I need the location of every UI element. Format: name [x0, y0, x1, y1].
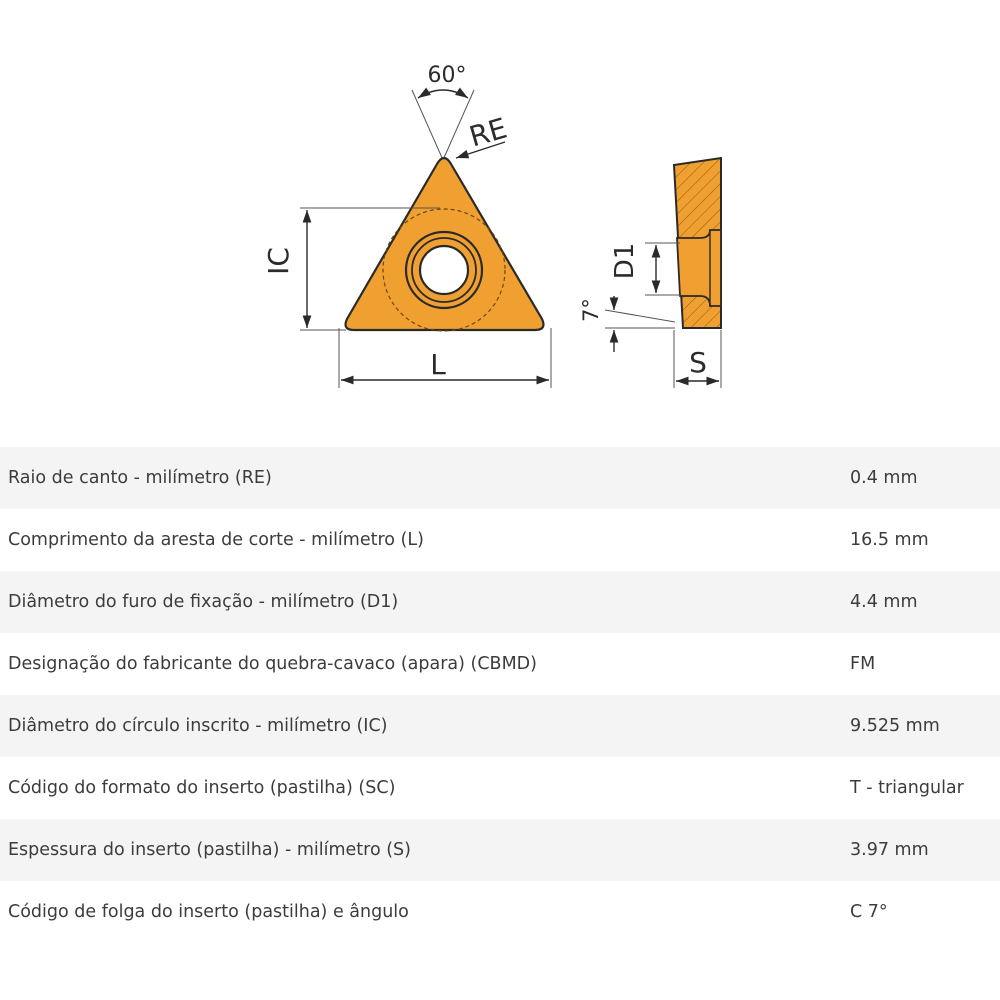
spec-name: Código de folga do inserto (pastilha) e ângulo — [8, 902, 409, 922]
spec-name: Código do formato do inserto (pastilha) (SC) — [8, 778, 396, 798]
triangle-top-view — [300, 90, 551, 388]
spec-value: 4.4 mm — [850, 571, 1000, 633]
spec-value: 16.5 mm — [850, 530, 929, 550]
spec-row-l — [0, 509, 1000, 571]
spec-row-sc — [0, 757, 1000, 819]
s-label: S — [689, 346, 707, 379]
clearance-angle-label: 7° — [579, 298, 603, 322]
angle-label: 60° — [427, 63, 467, 88]
spec-name: Comprimento da aresta de corte - milímetro (L) — [8, 530, 424, 550]
spec-value: 0.4 mm — [850, 447, 1000, 509]
spec-name: Raio de canto - milímetro (RE) — [0, 447, 850, 509]
spec-value: T - triangular — [850, 778, 964, 798]
spec-row-cbmd — [0, 633, 1000, 695]
angle-arc — [418, 90, 468, 98]
spec-name: Diâmetro do furo de fixação - milímetro (D1) — [0, 571, 850, 633]
re-label: RE — [465, 111, 511, 154]
spec-row-ic — [0, 695, 1000, 757]
spec-row-clearance — [0, 881, 1000, 943]
spec-value: 3.97 mm — [850, 819, 1000, 881]
spec-row-re — [0, 447, 1000, 509]
spec-row-d1 — [0, 571, 1000, 633]
spec-value: C 7° — [850, 902, 888, 922]
ic-label: IC — [262, 247, 295, 275]
l-label: L — [430, 348, 446, 381]
spec-name: Designação do fabricante do quebra-cavaco (apara) (CBMD) — [8, 654, 537, 674]
spec-value: FM — [850, 654, 876, 674]
spec-name: Diâmetro do círculo inscrito - milímetro (IC) — [0, 695, 850, 757]
spec-value: 9.525 mm — [850, 695, 1000, 757]
d1-label: D1 — [610, 242, 640, 280]
section-hole — [677, 230, 721, 306]
spec-name: Espessura do inserto (pastilha) - milímetro (S) — [0, 819, 850, 881]
spec-row-s — [0, 819, 1000, 881]
hole-inner — [420, 246, 468, 294]
insert-drawing — [0, 0, 1000, 440]
specifications-table — [0, 447, 1000, 943]
insert-diagram — [0, 0, 1000, 440]
